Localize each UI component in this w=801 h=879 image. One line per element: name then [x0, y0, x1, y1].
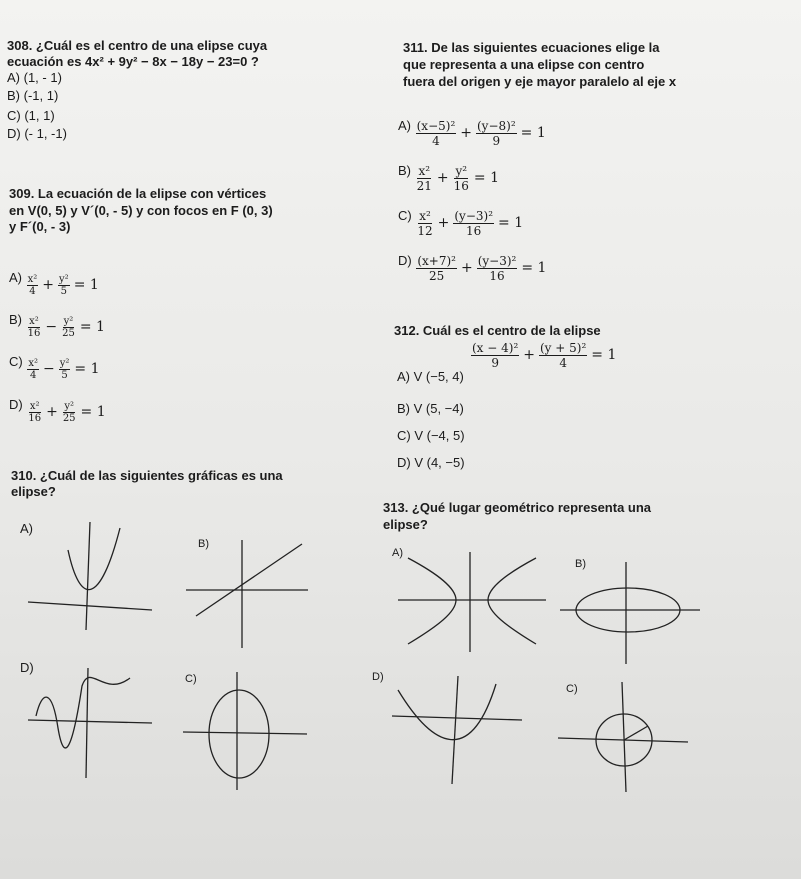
q311-stem-line1: 311. De las siguientes ecuaciones elige la — [403, 40, 660, 55]
q310-label-d: D) — [20, 660, 34, 675]
q310-label-c: C) — [185, 673, 197, 685]
q313-label-c: C) — [566, 683, 578, 695]
q312-option-b[interactable]: B) V (5, −4) — [397, 401, 464, 416]
q309-stem-line2: en V(0, 5) y V´(0, - 5) y con focos en F (0, 3) — [9, 203, 273, 218]
q313-label-a: A) — [392, 547, 403, 559]
q311-stem-line2: que representa a una elipse con centro — [403, 57, 645, 72]
q311-equation-b: $\frac{\text{x²}}{21}$ + $\frac{\text{y²}}{16}$ = 1 — [416, 164, 500, 193]
q311-stem-line3: fuera del origen y eje mayor paralelo al eje x — [403, 74, 677, 89]
q309-option-c[interactable]: C) $\frac{\text{x²}}{4}$ − $\frac{\text{y²}}{5}$ = 1 — [9, 354, 103, 381]
q310-label-a: A) — [20, 521, 33, 536]
q309-equation-d: $\frac{\text{x²}}{16}$ + $\frac{\text{y²}}{25}$ = 1 — [28, 401, 106, 424]
q309-equation-a: $\frac{\text{x²}}{4}$ + $\frac{\text{y²}}{5}$ = 1 — [27, 274, 99, 297]
q309-option-b[interactable]: B) $\frac{\text{x²}}{16}$ − $\frac{\text{y²}}{25}$ = 1 — [9, 312, 108, 339]
q312-stem: 312. Cuál es el centro de la elipse — [394, 323, 601, 338]
q312-equation: $\frac{\text{(x − 4)²}}{9}$ + $\frac{\text{(y + 5)²}}{4}$ = 1 — [472, 341, 617, 370]
q308-option-d[interactable]: D) (- 1, -1) — [7, 126, 67, 141]
q310-graph-b-line[interactable] — [184, 540, 310, 650]
q310-stem-line1: 310. ¿Cuál de las siguientes gráficas es una — [11, 468, 283, 483]
q313-stem-line2: elipse? — [383, 517, 428, 532]
q308-option-a[interactable]: A) (1, - 1) — [7, 70, 62, 85]
q310-stem-line2: elipse? — [11, 484, 56, 499]
q308-option-c[interactable]: C) (1, 1) — [7, 108, 55, 123]
q309-stem-line3: y F´(0, - 3) — [9, 219, 71, 234]
q310-graph-c-ellipse[interactable] — [183, 672, 307, 792]
q308-stem-line1: 308. ¿Cuál es el centro de una elipse cuya — [7, 38, 268, 53]
q311-option-b[interactable]: B) $\frac{\text{x²}}{21}$ + $\frac{\text{y²}}{16}$ = 1 — [398, 163, 502, 193]
q312-option-a[interactable]: A) V (−5, 4) — [397, 369, 464, 384]
q309-option-a[interactable]: A) $\frac{\text{x²}}{4}$ + $\frac{\text{y²}}{5}$ = 1 — [9, 270, 102, 297]
q311-option-a[interactable]: A) $\frac{\text{(x−5)²}}{4}$ + $\frac{\text{(y−8)²}}{9}$ = 1 — [398, 118, 549, 148]
q313-graph-a-hyperbola[interactable] — [398, 552, 546, 656]
q308-stem-line2: ecuación es 4x² + 9y² − 8x − 18y − 23=0 ? — [7, 54, 259, 69]
q309-equation-b: $\frac{\text{x²}}{16}$ − $\frac{\text{y²}}{25}$ = 1 — [27, 316, 105, 339]
q313-graph-c-circle[interactable] — [558, 682, 688, 792]
q310-label-b: B) — [198, 538, 209, 550]
q311-equation-c: $\frac{\text{x²}}{12}$ + $\frac{\text{(y−3)²}}{16}$ = 1 — [417, 209, 524, 238]
q312-option-d[interactable]: D) V (4, −5) — [397, 455, 465, 470]
q313-label-d: D) — [372, 671, 384, 683]
q309-stem-line1: 309. La ecuación de la elipse con vértices — [9, 186, 267, 201]
q313-label-b: B) — [575, 558, 586, 570]
q311-equation-d: $\frac{\text{(x+7)²}}{25}$ + $\frac{\text{(y−3)²}}{16}$ = 1 — [417, 254, 547, 283]
q311-equation-a: $\frac{\text{(x−5)²}}{4}$ + $\frac{\text{(y−8)²}}{9}$ = 1 — [416, 119, 546, 148]
q308-option-b[interactable]: B) (-1, 1) — [7, 88, 59, 103]
q311-option-c[interactable]: C) $\frac{\text{x²}}{12}$ + $\frac{\text{(y−3)²}}{16}$ = 1 — [398, 208, 526, 238]
q313-graph-d-parabola[interactable] — [392, 676, 522, 786]
q312-option-c[interactable]: C) V (−4, 5) — [397, 428, 465, 443]
q309-option-d[interactable]: D) $\frac{\text{x²}}{16}$ + $\frac{\text{y²}}{25}$ = 1 — [9, 397, 109, 424]
q311-option-d[interactable]: D) $\frac{\text{(x+7)²}}{25}$ + $\frac{\text{(y−3)²}}{16}$ = 1 — [398, 253, 549, 283]
q313-graph-b-ellipse[interactable] — [560, 562, 700, 666]
q310-graph-d-cubic[interactable] — [28, 668, 152, 778]
q309-equation-c: $\frac{\text{x²}}{4}$ − $\frac{\text{y²}}{5}$ = 1 — [28, 358, 100, 381]
q313-stem-line1: 313. ¿Qué lugar geométrico representa una — [383, 500, 652, 515]
q310-graph-a-parabola[interactable] — [28, 522, 152, 632]
